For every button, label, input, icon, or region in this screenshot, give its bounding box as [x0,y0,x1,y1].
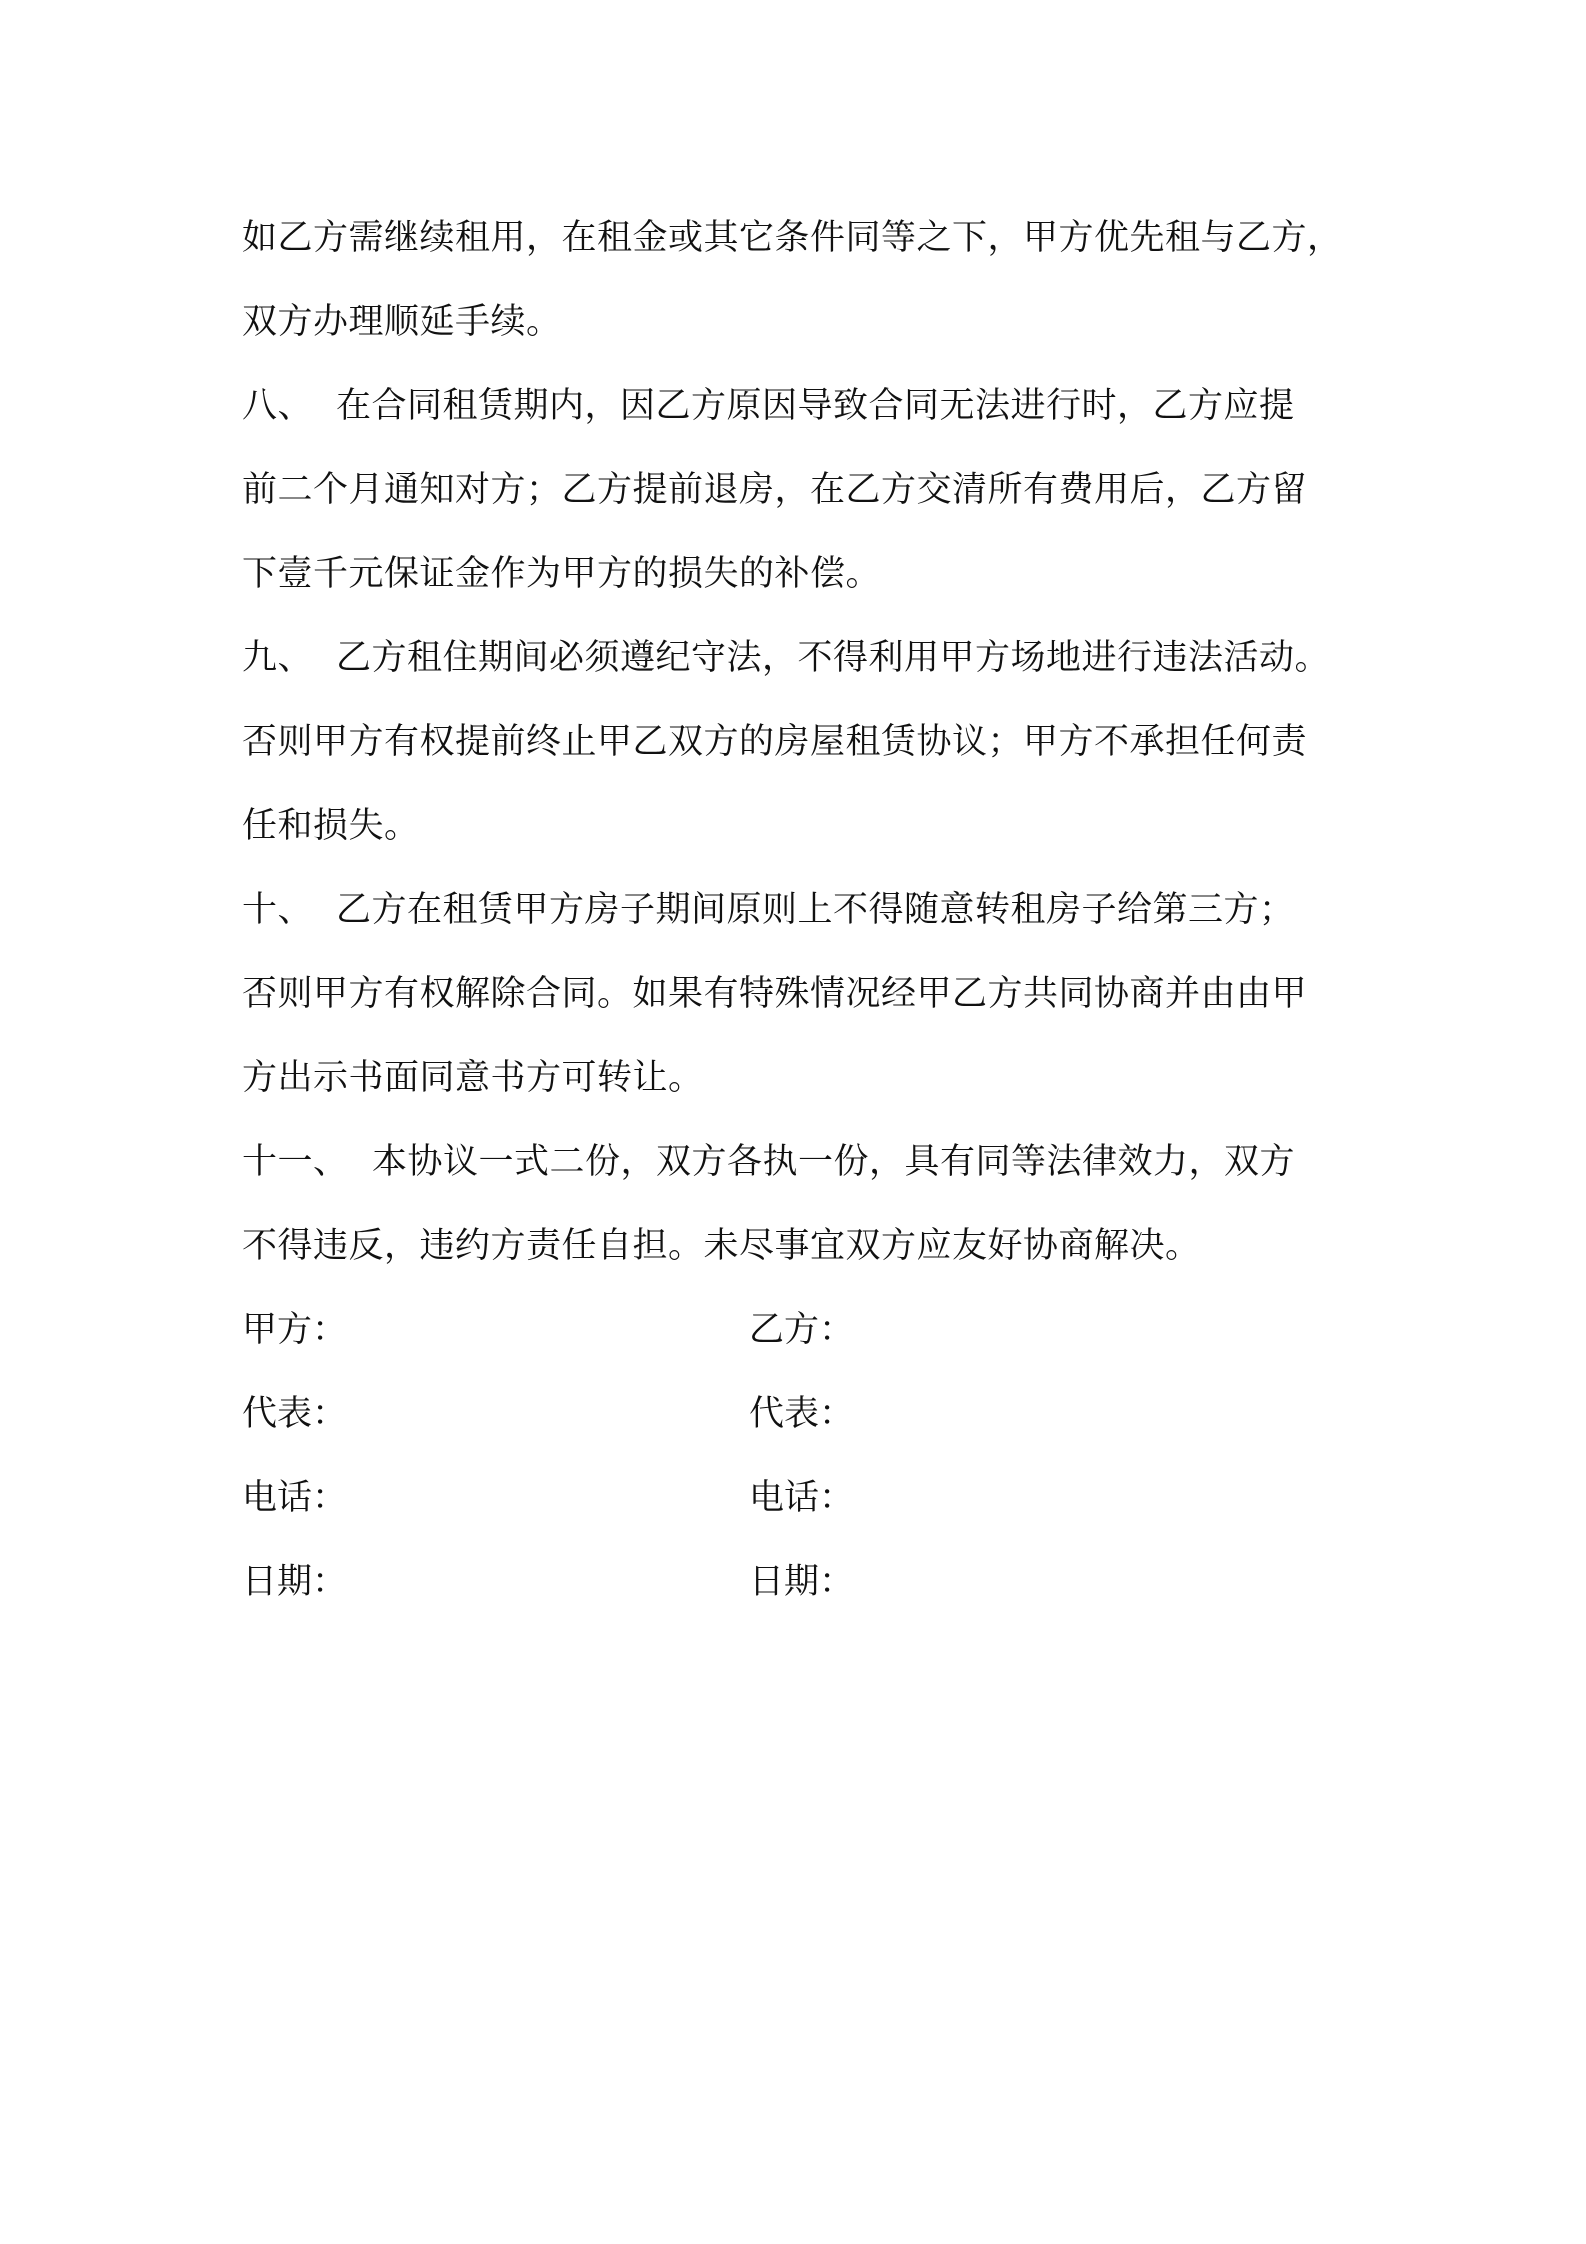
clause-8-number: 八、 [242,386,314,426]
clause-11-line: 不得违反，违约方责任自担。未尽事宜双方应友好协商解决。 [242,1226,1201,1266]
signature-row-representative [242,1372,1382,1456]
party-b-date-label: 日期： [749,1562,855,1602]
party-a-label: 甲方： [242,1310,348,1350]
party-a-phone-label: 电话： [242,1478,348,1518]
clause-10-line: 否则甲方有权解除合同。如果有特殊情况经甲乙方共同协商并由由甲 [242,974,1308,1014]
clause-8-text: 在合同租赁期内，因乙方原因导致合同无法进行时，乙方应提 [336,386,1295,426]
signature-row-phone [242,1456,1382,1540]
clause-10-number: 十、 [242,890,314,930]
signature-row-date [242,1540,1382,1624]
party-b-representative-label: 代表： [749,1394,855,1434]
paragraph-line: 双方办理顺延手续。 [242,302,562,342]
paragraph-line: 如乙方需继续租用，在租金或其它条件同等之下，甲方优先租与乙方， [242,218,1343,258]
party-b-label: 乙方： [749,1310,855,1350]
clause-11-number: 十一、 [242,1142,349,1182]
party-a-representative-label: 代表： [242,1394,348,1434]
clause-10-first-line [242,868,1382,952]
party-a-date-label: 日期： [242,1562,348,1602]
clause-10-line: 方出示书面同意书方可转让。 [242,1058,704,1098]
clause-8-line: 下壹千元保证金作为甲方的损失的补偿。 [242,554,882,594]
clause-8-line: 前二个月通知对方；乙方提前退房，在乙方交清所有费用后，乙方留 [242,470,1308,510]
clause-11-text: 本协议一式二份，双方各执一份，具有同等法律效力，双方 [372,1142,1296,1182]
clause-9-text: 乙方租住期间必须遵纪守法，不得利用甲方场地进行违法活动。 [336,638,1331,678]
clause-9-number: 九、 [242,638,314,678]
clause-9-first-line [242,616,1382,700]
contract-body [242,196,1382,1624]
clause-9-line: 任和损失。 [242,806,420,846]
party-b-phone-label: 电话： [749,1478,855,1518]
clause-8-first-line [242,364,1382,448]
clause-11-first-line [242,1120,1382,1204]
clause-9-line: 否则甲方有权提前终止甲乙双方的房屋租赁协议；甲方不承担任何责 [242,722,1308,762]
signature-row-party [242,1288,1382,1372]
clause-10-text: 乙方在租赁甲方房子期间原则上不得随意转租房子给第三方； [336,890,1295,930]
